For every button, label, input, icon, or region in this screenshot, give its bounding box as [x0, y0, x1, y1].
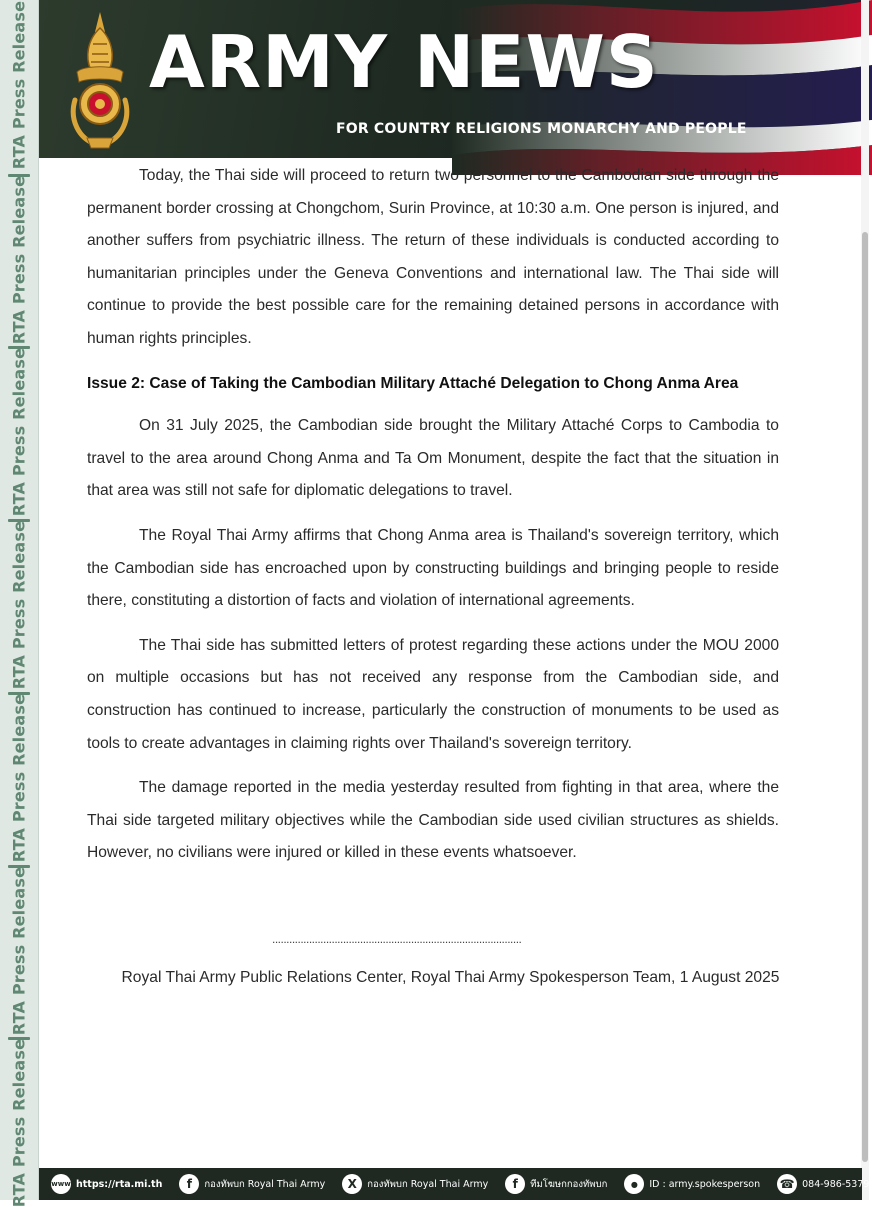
website-link[interactable]: https://rta.mi.th: [76, 1178, 163, 1190]
side-label: RTA Press Release: [9, 866, 29, 1036]
facebook-icon: f: [179, 1174, 199, 1194]
footer-bar: [39, 1168, 870, 1200]
signature-line: Royal Thai Army Public Relations Center, Royal Thai Army Spokesperson Team, 1 August 2025: [121, 969, 780, 986]
facebook-link[interactable]: ทีมโฆษกกองทัพบก: [530, 1178, 608, 1190]
paragraph: Today, the Thai side will proceed to return two personnel to the Cambodian side through the permanent border crossing at Chongchom, Surin Province, at 10:30 a.m. One person is injured, and another suffers from psychiatric illness. The return of these individuals is conducted according to humanitarian principles under the Geneva Conventions and international law. The Thai side will continue to provide the best possible care for the remaining detained persons in accordance with human rights principles.: [87, 167, 779, 347]
side-label: RTA Press Release: [9, 693, 29, 863]
x-icon: X: [342, 1174, 362, 1194]
x-link[interactable]: กองทัพบก Royal Thai Army: [367, 1178, 489, 1190]
royal-emblem-icon: [69, 10, 131, 150]
paragraph: The Royal Thai Army affirms that Chong Anma area is Thailand's sovereign territory, which the Cambodian side has encroached upon by constructing buildings and bringing people to reside there, constituting a distortion of facts and violation of international agreements.: [87, 526, 779, 610]
line-icon: ●: [624, 1174, 644, 1194]
article-body: [87, 160, 779, 882]
phone-number[interactable]: 084-986-5379: [802, 1178, 870, 1190]
side-strip: [0, 0, 39, 1207]
globe-icon: www: [51, 1174, 71, 1194]
paragraph: The damage reported in the media yesterday resulted from fighting in that area, where the Thai side targeted military objectives while the Cambodian side used civilian structures as shields. However, no civilians were injured or killed in these events whatsoever.: [87, 779, 779, 862]
line-id[interactable]: ID : army.spokesperson: [649, 1178, 761, 1190]
facebook-link[interactable]: กองทัพบก Royal Thai Army: [204, 1178, 326, 1190]
header-title: ARMY NEWS: [149, 20, 659, 104]
side-label: RTA Press Release: [9, 175, 29, 345]
issue-heading: Issue 2: Case of Taking the Cambodian Military Attaché Delegation to Chong Anma Area: [87, 374, 739, 392]
side-label: RTA Press Release: [9, 0, 29, 170]
scrollbar-thumb[interactable]: [862, 232, 868, 1162]
separator-dots: ........................................................................................: [272, 932, 522, 946]
side-label: RTA Press Release: [9, 347, 29, 517]
paragraph: The Thai side has submitted letters of protest regarding these actions under the MOU 2000 on multiple occasions but has not received any response from the Cambodian side, and construction has continued to increase, particularly the construction of monuments to be used as tools to create advantages in claiming rights over Thailand's sovereign territory.: [87, 636, 779, 752]
paragraph: On 31 July 2025, the Cambodian side brought the Military Attaché Corps to Cambodia to travel to the area around Chong Anma and Ta Om Monument, despite the fact that the situation in that area was still not safe for diplomatic delegations to travel.: [87, 417, 779, 500]
side-label: RTA Press Release: [9, 520, 29, 690]
side-label: RTA Press Release: [9, 1038, 29, 1207]
phone-icon: ☎: [777, 1174, 797, 1194]
header-subtitle: FOR COUNTRY RELIGIONS MONARCHY AND PEOPLE: [336, 121, 747, 137]
header-banner: [39, 0, 862, 158]
scrollbar[interactable]: [861, 0, 869, 1200]
facebook-icon: f: [505, 1174, 525, 1194]
